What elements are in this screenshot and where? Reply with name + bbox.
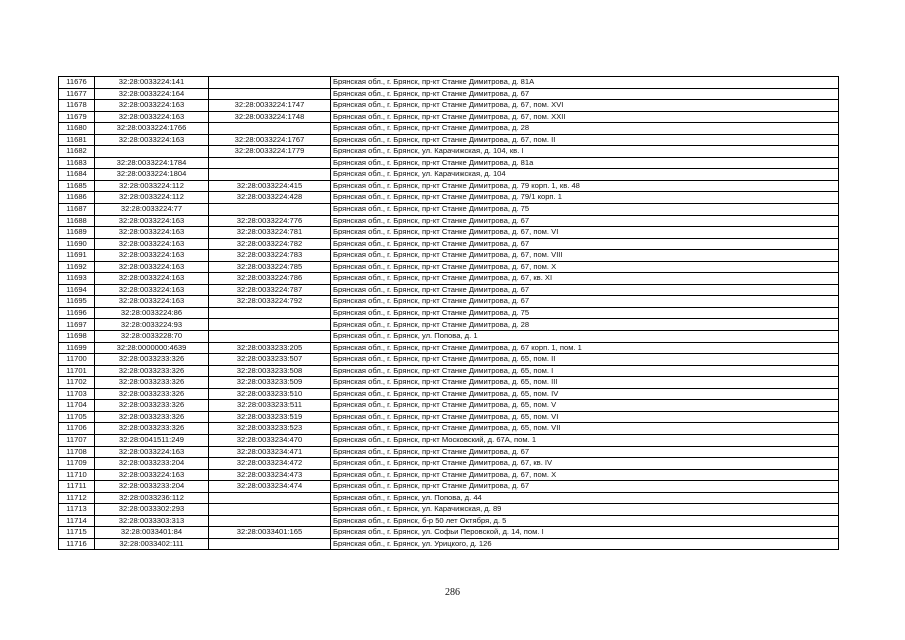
land-cadastral-number-cell: 32:28:0033233:204 bbox=[95, 481, 209, 493]
address-cell: Брянская обл., г. Брянск, ул. Попова, д. 44 bbox=[331, 492, 839, 504]
address-cell: Брянская обл., г. Брянск, пр-кт Станке Димитрова, д. 67 bbox=[331, 284, 839, 296]
building-cadastral-number-cell bbox=[209, 157, 331, 169]
table-row bbox=[59, 331, 839, 343]
building-cadastral-number-cell: 32:28:0033224:1747 bbox=[209, 100, 331, 112]
table-row bbox=[59, 307, 839, 319]
land-cadastral-number-cell: 32:28:0033224:163 bbox=[95, 227, 209, 239]
table-row bbox=[59, 388, 839, 400]
building-cadastral-number-cell: 32:28:0033234:474 bbox=[209, 481, 331, 493]
row-number-cell: 11681 bbox=[59, 134, 95, 146]
address-cell: Брянская обл., г. Брянск, пр-кт Станке Димитрова, д. 65, пом. VII bbox=[331, 423, 839, 435]
building-cadastral-number-cell: 32:28:0033224:783 bbox=[209, 250, 331, 262]
table-row bbox=[59, 204, 839, 216]
building-cadastral-number-cell: 32:28:0033224:787 bbox=[209, 284, 331, 296]
land-cadastral-number-cell: 32:28:0033224:93 bbox=[95, 319, 209, 331]
address-cell: Брянская обл., г. Брянск, пр-кт Станке Димитрова, д. 79/1 корп. 1 bbox=[331, 192, 839, 204]
row-number-cell: 11709 bbox=[59, 458, 95, 470]
table-row bbox=[59, 515, 839, 527]
table-row bbox=[59, 250, 839, 262]
table-row bbox=[59, 469, 839, 481]
row-number-cell: 11696 bbox=[59, 307, 95, 319]
building-cadastral-number-cell: 32:28:0033224:428 bbox=[209, 192, 331, 204]
row-number-cell: 11677 bbox=[59, 88, 95, 100]
row-number-cell: 11697 bbox=[59, 319, 95, 331]
row-number-cell: 11678 bbox=[59, 100, 95, 112]
row-number-cell: 11684 bbox=[59, 169, 95, 181]
address-cell: Брянская обл., г. Брянск, пр-кт Станке Димитрова, д. 67, пом. II bbox=[331, 134, 839, 146]
land-cadastral-number-cell: 32:28:0033228:70 bbox=[95, 331, 209, 343]
building-cadastral-number-cell: 32:28:0033224:1767 bbox=[209, 134, 331, 146]
row-number-cell: 11703 bbox=[59, 388, 95, 400]
building-cadastral-number-cell: 32:28:0033224:786 bbox=[209, 273, 331, 285]
table-row bbox=[59, 284, 839, 296]
address-cell: Брянская обл., г. Брянск, пр-кт Станке Димитрова, д. 67 bbox=[331, 481, 839, 493]
row-number-cell: 11687 bbox=[59, 204, 95, 216]
page-number: 286 bbox=[445, 587, 460, 598]
land-cadastral-number-cell: 32:28:0033224:163 bbox=[95, 261, 209, 273]
table-row bbox=[59, 481, 839, 493]
row-number-cell: 11688 bbox=[59, 215, 95, 227]
address-cell: Брянская обл., г. Брянск, пр-кт Станке Димитрова, д. 67 bbox=[331, 238, 839, 250]
land-cadastral-number-cell: 32:28:0033302:293 bbox=[95, 504, 209, 516]
land-cadastral-number-cell: 32:28:0033224:86 bbox=[95, 307, 209, 319]
land-cadastral-number-cell: 32:28:0033224:163 bbox=[95, 215, 209, 227]
address-cell: Брянская обл., г. Брянск, пр-кт Станке Димитрова, д. 28 bbox=[331, 319, 839, 331]
row-number-cell: 11707 bbox=[59, 434, 95, 446]
land-cadastral-number-cell: 32:28:0000000:4639 bbox=[95, 342, 209, 354]
address-cell: Брянская обл., г. Брянск, пр-кт Станке Димитрова, д. 67 bbox=[331, 88, 839, 100]
row-number-cell: 11704 bbox=[59, 400, 95, 412]
address-cell: Брянская обл., г. Брянск, пр-кт Станке Димитрова, д. 81а bbox=[331, 157, 839, 169]
row-number-cell: 11715 bbox=[59, 527, 95, 539]
row-number-cell: 11698 bbox=[59, 331, 95, 343]
table-row bbox=[59, 527, 839, 539]
land-cadastral-number-cell: 32:28:0033224:163 bbox=[95, 273, 209, 285]
land-cadastral-number-cell: 32:28:0033233:204 bbox=[95, 458, 209, 470]
table-row bbox=[59, 273, 839, 285]
address-cell: Брянская обл., г. Брянск, пр-кт Станке Димитрова, д. 67, пом. XXII bbox=[331, 111, 839, 123]
address-cell: Брянская обл., г. Брянск, ул. Карачижская, д. 104 bbox=[331, 169, 839, 181]
row-number-cell: 11713 bbox=[59, 504, 95, 516]
table-row bbox=[59, 296, 839, 308]
row-number-cell: 11692 bbox=[59, 261, 95, 273]
table-row bbox=[59, 400, 839, 412]
land-cadastral-number-cell: 32:28:0033224:163 bbox=[95, 250, 209, 262]
address-cell: Брянская обл., г. Брянск, пр-кт Станке Димитрова, д. 65, пом. III bbox=[331, 377, 839, 389]
table-row bbox=[59, 215, 839, 227]
building-cadastral-number-cell: 32:28:0033233:507 bbox=[209, 354, 331, 366]
land-cadastral-number-cell: 32:28:0033224:112 bbox=[95, 192, 209, 204]
building-cadastral-number-cell bbox=[209, 492, 331, 504]
table-row bbox=[59, 492, 839, 504]
building-cadastral-number-cell: 32:28:0033224:785 bbox=[209, 261, 331, 273]
building-cadastral-number-cell bbox=[209, 307, 331, 319]
address-cell: Брянская обл., г. Брянск, пр-кт Станке Димитрова, д. 67, кв. XI bbox=[331, 273, 839, 285]
address-cell: Брянская обл., г. Брянск, пр-кт Станке Димитрова, д. 67, пом. X bbox=[331, 469, 839, 481]
building-cadastral-number-cell: 32:28:0033224:781 bbox=[209, 227, 331, 239]
table-row bbox=[59, 88, 839, 100]
building-cadastral-number-cell bbox=[209, 515, 331, 527]
row-number-cell: 11689 bbox=[59, 227, 95, 239]
table-row bbox=[59, 134, 839, 146]
land-cadastral-number-cell: 32:28:0033224:163 bbox=[95, 111, 209, 123]
row-number-cell: 11691 bbox=[59, 250, 95, 262]
building-cadastral-number-cell: 32:28:0033233:508 bbox=[209, 365, 331, 377]
land-cadastral-number-cell: 32:28:0033303:313 bbox=[95, 515, 209, 527]
land-cadastral-number-cell: 32:28:0033224:164 bbox=[95, 88, 209, 100]
row-number-cell: 11706 bbox=[59, 423, 95, 435]
table-row bbox=[59, 342, 839, 354]
address-cell: Брянская обл., г. Брянск, пр-кт Станке Димитрова, д. 65, пом. VI bbox=[331, 411, 839, 423]
address-cell: Брянская обл., г. Брянск, ул. Карачижская, д. 89 bbox=[331, 504, 839, 516]
table-row bbox=[59, 146, 839, 158]
table-row bbox=[59, 111, 839, 123]
registry-table-body bbox=[59, 77, 839, 550]
table-row bbox=[59, 423, 839, 435]
row-number-cell: 11714 bbox=[59, 515, 95, 527]
address-cell: Брянская обл., г. Брянск, пр-кт Станке Димитрова, д. 67 bbox=[331, 446, 839, 458]
table-row bbox=[59, 238, 839, 250]
table-row bbox=[59, 157, 839, 169]
building-cadastral-number-cell: 32:28:0033224:1748 bbox=[209, 111, 331, 123]
table-row bbox=[59, 504, 839, 516]
address-cell: Брянская обл., г. Брянск, пр-кт Станке Димитрова, д. 67 bbox=[331, 296, 839, 308]
address-cell: Брянская обл., г. Брянск, пр-кт Станке Димитрова, д. 28 bbox=[331, 123, 839, 135]
land-cadastral-number-cell: 32:28:0033233:326 bbox=[95, 411, 209, 423]
building-cadastral-number-cell: 32:28:0033224:782 bbox=[209, 238, 331, 250]
address-cell: Брянская обл., г. Брянск, б-р 50 лет Октября, д. 5 bbox=[331, 515, 839, 527]
address-cell: Брянская обл., г. Брянск, пр-кт Станке Димитрова, д. 67, пом. XVI bbox=[331, 100, 839, 112]
row-number-cell: 11676 bbox=[59, 77, 95, 89]
building-cadastral-number-cell: 32:28:0033224:1779 bbox=[209, 146, 331, 158]
land-cadastral-number-cell: 32:28:0033224:163 bbox=[95, 238, 209, 250]
address-cell: Брянская обл., г. Брянск, пр-кт Московский, д. 67А, пом. 1 bbox=[331, 434, 839, 446]
building-cadastral-number-cell bbox=[209, 123, 331, 135]
row-number-cell: 11710 bbox=[59, 469, 95, 481]
building-cadastral-number-cell: 32:28:0033234:470 bbox=[209, 434, 331, 446]
land-cadastral-number-cell: 32:28:0033224:163 bbox=[95, 446, 209, 458]
address-cell: Брянская обл., г. Брянск, ул. Карачижская, д. 104, кв. I bbox=[331, 146, 839, 158]
table-row bbox=[59, 180, 839, 192]
land-cadastral-number-cell: 32:28:0033224:1804 bbox=[95, 169, 209, 181]
address-cell: Брянская обл., г. Брянск, ул. Попова, д. 1 bbox=[331, 331, 839, 343]
building-cadastral-number-cell: 32:28:0033234:473 bbox=[209, 469, 331, 481]
land-cadastral-number-cell: 32:28:0033224:163 bbox=[95, 469, 209, 481]
address-cell: Брянская обл., г. Брянск, пр-кт Станке Димитрова, д. 67, пом. VI bbox=[331, 227, 839, 239]
address-cell: Брянская обл., г. Брянск, пр-кт Станке Димитрова, д. 65, пом. II bbox=[331, 354, 839, 366]
building-cadastral-number-cell bbox=[209, 77, 331, 89]
address-cell: Брянская обл., г. Брянск, ул. Софьи Перовской, д. 14, пом. I bbox=[331, 527, 839, 539]
land-cadastral-number-cell: 32:28:0033224:1784 bbox=[95, 157, 209, 169]
row-number-cell: 11705 bbox=[59, 411, 95, 423]
building-cadastral-number-cell: 32:28:0033233:519 bbox=[209, 411, 331, 423]
table-row bbox=[59, 411, 839, 423]
building-cadastral-number-cell bbox=[209, 319, 331, 331]
row-number-cell: 11679 bbox=[59, 111, 95, 123]
land-cadastral-number-cell: 32:28:0041511:249 bbox=[95, 434, 209, 446]
address-cell: Брянская обл., г. Брянск, пр-кт Станке Димитрова, д. 75 bbox=[331, 307, 839, 319]
address-cell: Брянская обл., г. Брянск, пр-кт Станке Димитрова, д. 65, пом. V bbox=[331, 400, 839, 412]
row-number-cell: 11683 bbox=[59, 157, 95, 169]
row-number-cell: 11694 bbox=[59, 284, 95, 296]
land-cadastral-number-cell bbox=[95, 146, 209, 158]
table-row bbox=[59, 77, 839, 89]
land-cadastral-number-cell: 32:28:0033233:326 bbox=[95, 400, 209, 412]
row-number-cell: 11680 bbox=[59, 123, 95, 135]
land-cadastral-number-cell: 32:28:0033233:326 bbox=[95, 354, 209, 366]
land-cadastral-number-cell: 32:28:0033224:141 bbox=[95, 77, 209, 89]
table-row bbox=[59, 261, 839, 273]
land-cadastral-number-cell: 32:28:0033224:163 bbox=[95, 284, 209, 296]
building-cadastral-number-cell bbox=[209, 88, 331, 100]
table-row bbox=[59, 365, 839, 377]
building-cadastral-number-cell bbox=[209, 169, 331, 181]
address-cell: Брянская обл., г. Брянск, пр-кт Станке Димитрова, д. 81А bbox=[331, 77, 839, 89]
table-row bbox=[59, 538, 839, 550]
row-number-cell: 11695 bbox=[59, 296, 95, 308]
row-number-cell: 11686 bbox=[59, 192, 95, 204]
address-cell: Брянская обл., г. Брянск, пр-кт Станке Димитрова, д. 67, пом. X bbox=[331, 261, 839, 273]
land-cadastral-number-cell: 32:28:0033236:112 bbox=[95, 492, 209, 504]
building-cadastral-number-cell: 32:28:0033233:511 bbox=[209, 400, 331, 412]
table-row bbox=[59, 434, 839, 446]
land-cadastral-number-cell: 32:28:0033401:84 bbox=[95, 527, 209, 539]
row-number-cell: 11711 bbox=[59, 481, 95, 493]
land-cadastral-number-cell: 32:28:0033233:326 bbox=[95, 377, 209, 389]
land-cadastral-number-cell: 32:28:0033233:326 bbox=[95, 365, 209, 377]
building-cadastral-number-cell: 32:28:0033233:509 bbox=[209, 377, 331, 389]
row-number-cell: 11690 bbox=[59, 238, 95, 250]
land-cadastral-number-cell: 32:28:0033224:163 bbox=[95, 134, 209, 146]
land-cadastral-number-cell: 32:28:0033402:111 bbox=[95, 538, 209, 550]
table-row bbox=[59, 100, 839, 112]
land-cadastral-number-cell: 32:28:0033224:77 bbox=[95, 204, 209, 216]
row-number-cell: 11712 bbox=[59, 492, 95, 504]
building-cadastral-number-cell: 32:28:0033224:792 bbox=[209, 296, 331, 308]
building-cadastral-number-cell: 32:28:0033233:523 bbox=[209, 423, 331, 435]
building-cadastral-number-cell: 32:28:0033234:471 bbox=[209, 446, 331, 458]
building-cadastral-number-cell: 32:28:0033224:415 bbox=[209, 180, 331, 192]
land-cadastral-number-cell: 32:28:0033224:163 bbox=[95, 100, 209, 112]
table-row bbox=[59, 458, 839, 470]
building-cadastral-number-cell bbox=[209, 204, 331, 216]
row-number-cell: 11693 bbox=[59, 273, 95, 285]
land-cadastral-number-cell: 32:28:0033233:326 bbox=[95, 423, 209, 435]
address-cell: Брянская обл., г. Брянск, пр-кт Станке Димитрова, д. 65, пом. IV bbox=[331, 388, 839, 400]
building-cadastral-number-cell: 32:28:0033401:165 bbox=[209, 527, 331, 539]
land-cadastral-number-cell: 32:28:0033233:326 bbox=[95, 388, 209, 400]
address-cell: Брянская обл., г. Брянск, пр-кт Станке Димитрова, д. 67, кв. IV bbox=[331, 458, 839, 470]
address-cell: Брянская обл., г. Брянск, ул. Урицкого, д. 126 bbox=[331, 538, 839, 550]
address-cell: Брянская обл., г. Брянск, пр-кт Станке Димитрова, д. 67 bbox=[331, 215, 839, 227]
building-cadastral-number-cell: 32:28:0033234:472 bbox=[209, 458, 331, 470]
table-row bbox=[59, 319, 839, 331]
row-number-cell: 11700 bbox=[59, 354, 95, 366]
table-row bbox=[59, 377, 839, 389]
land-cadastral-number-cell: 32:28:0033224:112 bbox=[95, 180, 209, 192]
table-row bbox=[59, 192, 839, 204]
row-number-cell: 11702 bbox=[59, 377, 95, 389]
table-row bbox=[59, 446, 839, 458]
table-row bbox=[59, 354, 839, 366]
building-cadastral-number-cell: 32:28:0033224:776 bbox=[209, 215, 331, 227]
land-cadastral-number-cell: 32:28:0033224:1766 bbox=[95, 123, 209, 135]
address-cell: Брянская обл., г. Брянск, пр-кт Станке Димитрова, д. 67 корп. 1, пом. 1 bbox=[331, 342, 839, 354]
building-cadastral-number-cell: 32:28:0033233:510 bbox=[209, 388, 331, 400]
table-row bbox=[59, 227, 839, 239]
row-number-cell: 11682 bbox=[59, 146, 95, 158]
row-number-cell: 11708 bbox=[59, 446, 95, 458]
registry-table bbox=[58, 76, 839, 550]
table-row bbox=[59, 123, 839, 135]
row-number-cell: 11685 bbox=[59, 180, 95, 192]
building-cadastral-number-cell bbox=[209, 538, 331, 550]
address-cell: Брянская обл., г. Брянск, пр-кт Станке Димитрова, д. 79 корп. 1, кв. 48 bbox=[331, 180, 839, 192]
table-row bbox=[59, 169, 839, 181]
building-cadastral-number-cell: 32:28:0033233:205 bbox=[209, 342, 331, 354]
address-cell: Брянская обл., г. Брянск, пр-кт Станке Димитрова, д. 65, пом. I bbox=[331, 365, 839, 377]
building-cadastral-number-cell bbox=[209, 504, 331, 516]
land-cadastral-number-cell: 32:28:0033224:163 bbox=[95, 296, 209, 308]
building-cadastral-number-cell bbox=[209, 331, 331, 343]
row-number-cell: 11701 bbox=[59, 365, 95, 377]
address-cell: Брянская обл., г. Брянск, пр-кт Станке Димитрова, д. 75 bbox=[331, 204, 839, 216]
row-number-cell: 11716 bbox=[59, 538, 95, 550]
row-number-cell: 11699 bbox=[59, 342, 95, 354]
address-cell: Брянская обл., г. Брянск, пр-кт Станке Димитрова, д. 67, пом. VIII bbox=[331, 250, 839, 262]
